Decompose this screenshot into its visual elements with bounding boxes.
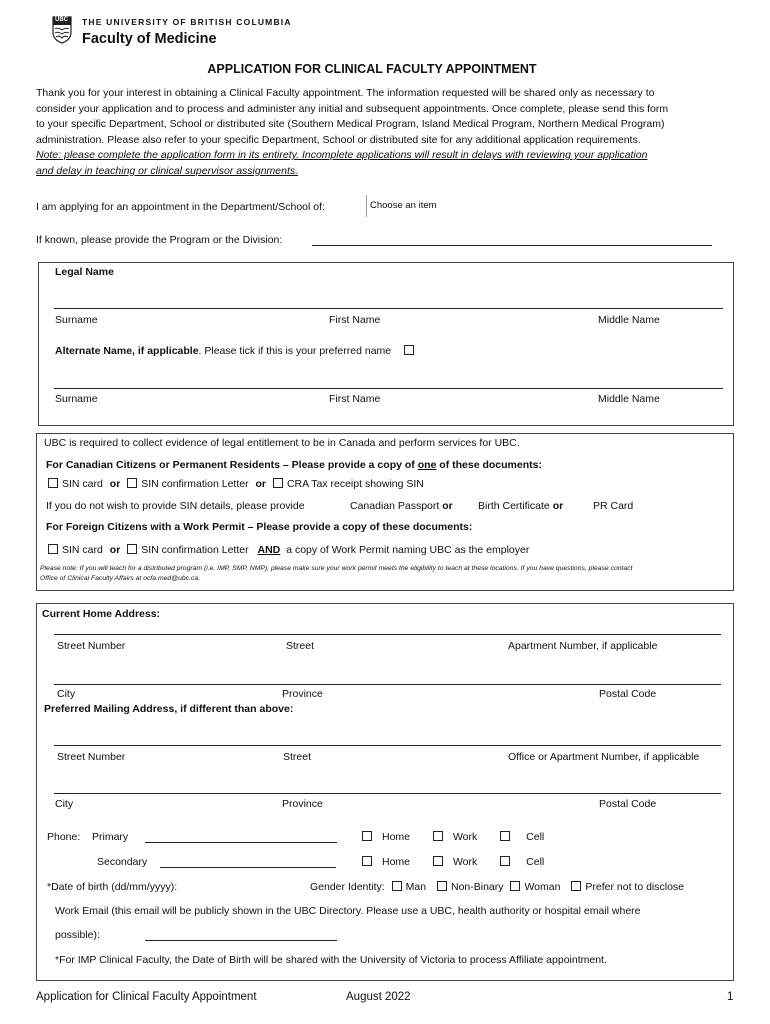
foreign-docs: [48, 544, 529, 556]
department-label: I am applying for an appointment in the Department/School of:: [36, 201, 325, 213]
mail-street-number-label: Street Number: [57, 751, 126, 763]
canadian-heading: [46, 459, 542, 471]
nonbinary-checkbox[interactable]: [437, 881, 447, 891]
page-number: 1: [727, 991, 734, 1003]
work-permit-note: [40, 564, 633, 584]
cell-label: Cell: [526, 831, 545, 843]
or-label: or: [552, 500, 564, 512]
foreign-sin-letter-checkbox[interactable]: [127, 544, 137, 554]
cra-checkbox[interactable]: [273, 478, 283, 488]
canadian-heading-a: For Canadian Citizens or Permanent Residents – Please provide a copy of: [46, 459, 418, 471]
alternate-name-label: [55, 345, 418, 357]
faculty-name: Faculty of Medicine: [82, 31, 217, 47]
intro-note: and delay in teaching or clinical supervisor assignments.: [36, 164, 299, 177]
page-title: APPLICATION FOR CLINICAL FACULTY APPOINTMENT: [207, 62, 537, 76]
or-label: or: [255, 478, 267, 490]
note-line: Please note: If you will teach for a distributed program (i.e. IMP, SMP, NMP), please make sure your work permit meets the eligibility to teach at these locations. If you have questions, please contact: [40, 565, 633, 572]
footer-date: August 2022: [346, 991, 411, 1003]
city-label: City: [57, 688, 76, 700]
alt-first-name-label: First Name: [329, 393, 381, 405]
university-name: THE UNIVERSITY OF BRITISH COLUMBIA: [82, 17, 292, 27]
intro-line: administration. Please also refer to your specific Department, School or distributed site for any additional application requirements.: [36, 133, 641, 146]
phone-label: Phone:: [47, 831, 81, 843]
cra-label: CRA Tax receipt showing SIN: [286, 478, 424, 490]
secondary-phone-input[interactable]: [160, 867, 336, 868]
sin-letter-label: SIN confirmation Letter: [141, 478, 249, 490]
alternate-name-bold: Alternate Name, if applicable: [55, 345, 199, 357]
foreign-heading: For Foreign Citizens with a Work Permit – Please provide a copy of these documents:: [46, 521, 473, 533]
alt-surname-label: Surname: [55, 393, 98, 405]
legal-name-input[interactable]: [54, 308, 723, 309]
ubc-logo: [52, 16, 72, 44]
gender-label: Gender Identity:: [310, 881, 385, 893]
woman-checkbox[interactable]: [510, 881, 520, 891]
woman-label: Woman: [524, 881, 561, 893]
footer-title: Application for Clinical Faculty Appointment: [36, 991, 257, 1003]
mail-street-label: Street: [283, 751, 312, 763]
alternate-name-input[interactable]: [54, 388, 723, 389]
home-address-heading: Current Home Address:: [42, 608, 161, 620]
primary-cell-checkbox[interactable]: [500, 831, 510, 841]
imp-note: *For IMP Clinical Faculty, the Date of Birth will be shared with the University of Victoria to process Affiliate appointment.: [55, 954, 607, 966]
home-label: Home: [382, 856, 411, 868]
foreign-sin-label: SIN card: [62, 544, 103, 556]
work-label: Work: [452, 831, 478, 843]
program-label: If known, please provide the Program or the Division:: [36, 234, 283, 246]
nonbinary-label: Non-Binary: [451, 881, 504, 893]
foreign-sin-letter-label: SIN confirmation Letter: [141, 544, 249, 556]
alternate-name-rest: . Please tick if this is your preferred name: [198, 345, 392, 357]
intro-paragraph: [36, 86, 668, 179]
primary-label: Primary: [92, 831, 129, 843]
or-label: or: [109, 544, 121, 556]
passport-label: Canadian Passport: [350, 500, 440, 512]
man-label: Man: [405, 881, 427, 893]
secondary-cell-checkbox[interactable]: [500, 856, 510, 866]
foreign-sin-checkbox[interactable]: [48, 544, 58, 554]
mailing-city-input[interactable]: [54, 793, 721, 794]
mail-city-label: City: [55, 798, 74, 810]
secondary-work-checkbox[interactable]: [433, 856, 443, 866]
canadian-docs: [48, 478, 424, 490]
sin-letter-checkbox[interactable]: [127, 478, 137, 488]
work-email-label: Work Email (this email will be publicly shown in the UBC Directory. Please use a UBC, health authority or hospital email where: [55, 905, 641, 917]
department-select[interactable]: Choose an item: [366, 195, 437, 217]
mail-province-label: Province: [282, 798, 323, 810]
street-number-label: Street Number: [57, 640, 126, 652]
intro-line: Thank you for your interest in obtaining a Clinical Faculty appointment. The information requested will be shared only as necessary to: [36, 87, 655, 99]
primary-home-checkbox[interactable]: [362, 831, 372, 841]
intro-note: Note: please complete the application form in its entirety. Incomplete applications will result in delays with reviewing your application: [36, 149, 648, 161]
mail-postal-code-label: Postal Code: [599, 798, 657, 810]
home-label: Home: [382, 831, 411, 843]
home-street-input[interactable]: [54, 634, 721, 635]
work-email-label-2: possible):: [55, 929, 100, 941]
or-label: or: [442, 500, 453, 512]
sin-card-label: SIN card: [62, 478, 103, 490]
no-sin-text: If you do not wish to provide SIN details, please provide: [46, 500, 305, 512]
work-permit-label: a copy of Work Permit naming UBC as the employer: [286, 544, 530, 556]
prefer-not-label: Prefer not to disclose: [585, 881, 685, 893]
pr-card-label: PR Card: [593, 500, 634, 512]
home-city-input[interactable]: [54, 684, 721, 685]
secondary-home-checkbox[interactable]: [362, 856, 372, 866]
birth-certificate-label: Birth Certificate: [478, 500, 550, 512]
apartment-label: Apartment Number, if applicable: [508, 640, 658, 652]
cell-label: Cell: [526, 856, 545, 868]
middle-name-label: Middle Name: [598, 314, 660, 326]
canadian-heading-one: one: [417, 459, 437, 471]
primary-phone-input[interactable]: [145, 842, 337, 843]
secondary-label: Secondary: [97, 856, 148, 868]
sin-card-checkbox[interactable]: [48, 478, 58, 488]
prefer-not-checkbox[interactable]: [571, 881, 581, 891]
province-label: Province: [282, 688, 323, 700]
office-apartment-label: Office or Apartment Number, if applicable: [508, 751, 700, 763]
preferred-name-checkbox[interactable]: [404, 345, 414, 355]
secondary-phone-types: [362, 856, 544, 868]
gender-options: [310, 881, 684, 893]
and-label: AND: [257, 544, 281, 556]
logo-text: UBC: [55, 17, 68, 23]
man-checkbox[interactable]: [392, 881, 402, 891]
program-input[interactable]: [312, 245, 712, 246]
alt-middle-name-label: Middle Name: [598, 393, 660, 405]
intro-line: to your specific Department, School or distributed site (Southern Medical Program, Island Medical Program, Northern Medical Program): [36, 118, 665, 130]
passport-option: [350, 500, 453, 512]
mailing-street-input[interactable]: [54, 745, 721, 746]
note-line: Office of Clinical Faculty Affairs at ocfa.med@ubc.ca.: [40, 575, 201, 582]
work-email-input[interactable]: [145, 940, 337, 941]
primary-phone-types: [362, 831, 544, 843]
postal-code-label: Postal Code: [599, 688, 657, 700]
canadian-heading-b: of these documents:: [436, 459, 542, 471]
birth-certificate-option: [478, 500, 563, 512]
dob-label: *Date of birth (dd/mm/yyyy):: [47, 881, 178, 893]
work-label: Work: [452, 856, 478, 868]
or-label: or: [109, 478, 121, 490]
entitlement-intro: UBC is required to collect evidence of legal entitlement to be in Canada and perform services for UBC.: [44, 437, 520, 449]
street-label: Street: [286, 640, 315, 652]
primary-work-checkbox[interactable]: [433, 831, 443, 841]
first-name-label: First Name: [329, 314, 381, 326]
intro-line: consider your application and to process and administer any initial and subsequent appointments. Once complete, please send this form: [36, 102, 669, 115]
surname-label: Surname: [55, 314, 98, 326]
mailing-address-heading: Preferred Mailing Address, if different than above:: [44, 703, 294, 715]
legal-name-heading: Legal Name: [55, 266, 114, 278]
address-section: [36, 603, 734, 981]
